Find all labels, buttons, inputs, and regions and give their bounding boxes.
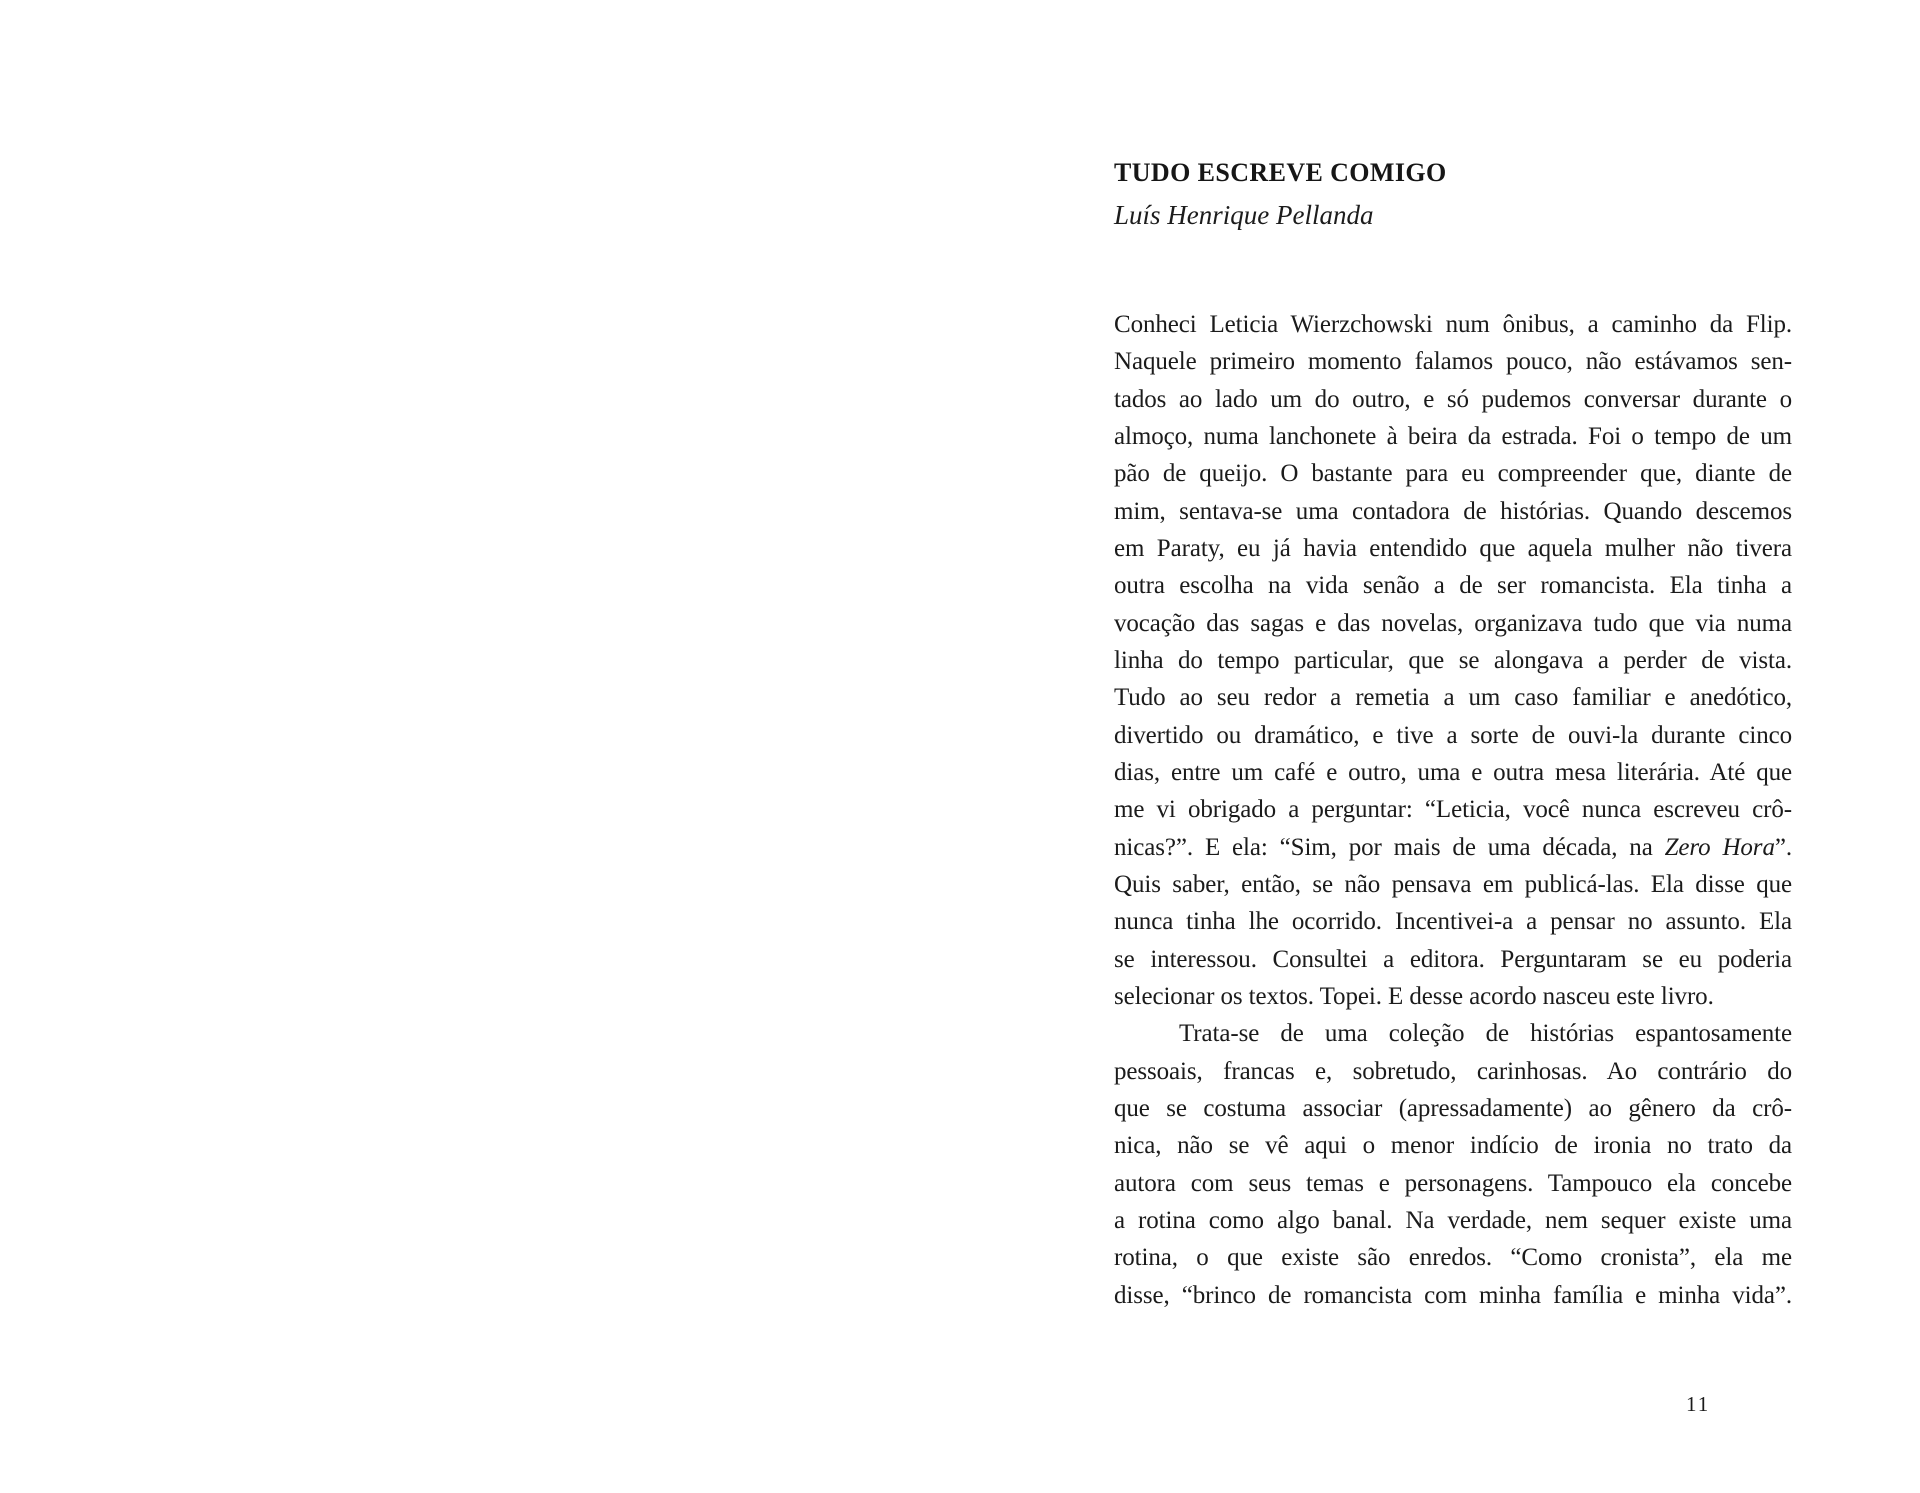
text-segment: Tudo ao seu redor a remetia a um caso familiar e anedótico, — [1114, 684, 1792, 712]
text-segment: em Paraty, eu já havia entendido que aquela mulher não tivera — [1114, 534, 1792, 562]
text-segment: me vi obrigado a perguntar: “Leticia, você nunca escreveu crô- — [1114, 796, 1792, 824]
page-title: TUDO ESCREVE COMIGO — [1114, 158, 1447, 187]
text-segment: pão de queijo. O bastante para eu compreender que, diante de — [1114, 460, 1792, 488]
text-line — [1114, 679, 1792, 716]
text-line — [1114, 1053, 1792, 1090]
text-segment: vocação das sagas e das novelas, organizava tudo que via numa — [1114, 609, 1792, 637]
text-segment: dias, entre um café e outro, uma e outra mesa literária. Até que — [1114, 758, 1792, 786]
text-line — [1114, 530, 1792, 567]
text-segment: que se costuma associar (apressadamente) ao gênero da crô- — [1114, 1094, 1792, 1122]
text-segment: Trata-se de uma coleção de histórias espantosamente — [1179, 1020, 1792, 1048]
italic-text-segment: Zero Hora — [1664, 833, 1775, 861]
text-line — [1114, 717, 1792, 754]
text-line — [1114, 493, 1792, 530]
text-line — [1114, 343, 1792, 380]
text-segment: disse, “brinco de romancista com minha família e minha vida”. — [1114, 1281, 1792, 1309]
author-byline: Luís Henrique Pellanda — [1114, 200, 1374, 230]
text-segment: linha do tempo particular, que se alongava a perder de vista. — [1114, 646, 1792, 674]
text-segment: se interessou. Consultei a editora. Perguntaram se eu poderia — [1114, 945, 1792, 973]
text-segment: a rotina como algo banal. Na verdade, nem sequer existe uma — [1114, 1206, 1792, 1234]
text-line — [1114, 754, 1792, 791]
text-segment: pessoais, francas e, sobretudo, carinhosas. Ao contrário do — [1114, 1057, 1792, 1085]
text-line — [1114, 978, 1792, 1015]
text-segment: mim, sentava-se uma contadora de histórias. Quando descemos — [1114, 497, 1792, 525]
text-segment: nunca tinha lhe ocorrido. Incentivei-a a pensar no assunto. Ela — [1114, 908, 1792, 936]
text-line — [1114, 791, 1792, 828]
text-line — [1114, 866, 1792, 903]
text-line — [1114, 605, 1792, 642]
text-line — [1114, 418, 1792, 455]
text-line — [1114, 306, 1792, 343]
text-segment: tados ao lado um do outro, e só pudemos conversar durante o — [1114, 385, 1792, 413]
text-line — [1114, 1015, 1792, 1052]
text-segment: ”. — [1774, 833, 1792, 861]
text-segment: Quis saber, então, se não pensava em publicá-las. Ela disse que — [1114, 870, 1792, 898]
text-segment: selecionar os textos. Topei. E desse acordo nasceu este livro. — [1114, 982, 1714, 1010]
text-line — [1114, 1165, 1792, 1202]
text-segment: Conheci Leticia Wierzchowski num ônibus, a caminho da Flip. — [1114, 311, 1792, 338]
text-line — [1114, 381, 1792, 418]
text-line — [1114, 1277, 1792, 1314]
text-segment: almoço, numa lanchonete à beira da estrada. Foi o tempo de um — [1114, 422, 1792, 450]
text-line — [1114, 567, 1792, 604]
body-text — [1114, 306, 1792, 1314]
text-line — [1114, 1090, 1792, 1127]
text-segment: Naquele primeiro momento falamos pouco, não estávamos sen- — [1114, 348, 1792, 376]
text-segment: divertido ou dramático, e tive a sorte de ouvi-la durante cinco — [1114, 721, 1792, 749]
text-line — [1114, 829, 1792, 866]
page-heading — [1114, 158, 1814, 231]
text-segment: autora com seus temas e personagens. Tampouco ela concebe — [1114, 1169, 1792, 1197]
text-line — [1114, 1127, 1792, 1164]
text-line — [1114, 1239, 1792, 1276]
text-line — [1114, 642, 1792, 679]
text-line — [1114, 903, 1792, 940]
text-segment: nica, não se vê aqui o menor indício de ironia no trato da — [1114, 1132, 1792, 1160]
text-line — [1114, 1202, 1792, 1239]
text-segment: nicas?”. E ela: “Sim, por mais de uma década, na — [1114, 833, 1665, 861]
text-line — [1114, 941, 1792, 978]
text-segment: outra escolha na vida senão a de ser romancista. Ela tinha a — [1114, 572, 1792, 600]
text-line — [1114, 455, 1792, 492]
page-number: 11 — [1686, 1392, 1711, 1416]
text-segment: rotina, o que existe são enredos. “Como cronista”, ela me — [1114, 1244, 1792, 1272]
